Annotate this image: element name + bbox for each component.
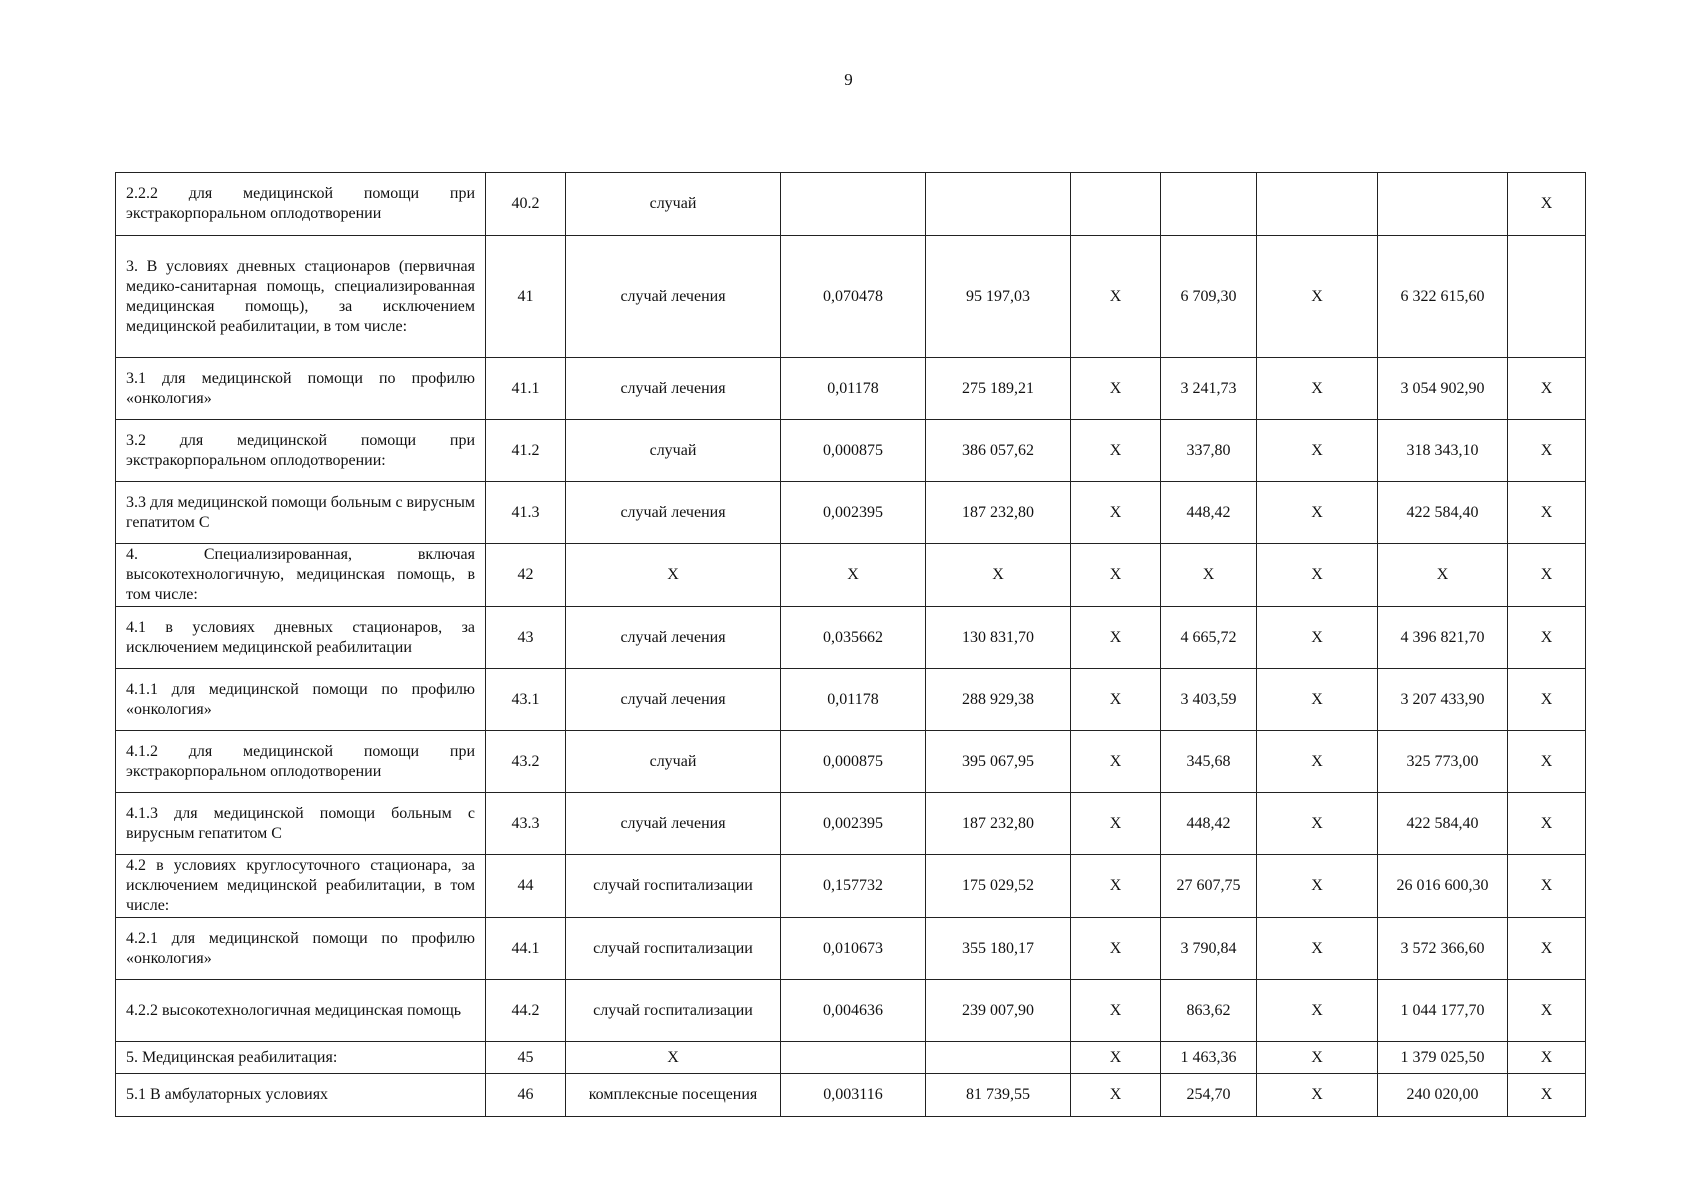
row-col10-value: X [1508,482,1586,544]
row-unit: комплексные посещения [566,1074,781,1117]
row-col8-value [1257,173,1378,236]
table-row [116,793,1586,855]
row-col9-value [1378,173,1508,236]
row-code: 44 [486,855,566,918]
row-col5-value: 386 057,62 [926,420,1071,482]
row-unit: случай [566,731,781,793]
row-col5-value: 288 929,38 [926,669,1071,731]
row-name: 3.3 для медицинской помощи больным с вирусным гепатитом С [116,482,486,544]
page-number: 9 [844,70,853,89]
table-row [116,980,1586,1042]
row-col5-value: 187 232,80 [926,793,1071,855]
row-col6-value: X [1071,980,1161,1042]
row-unit: случай лечения [566,482,781,544]
row-unit: случай госпитализации [566,918,781,980]
row-name: 3.1 для медицинской помощи по профилю «онкология» [116,358,486,420]
row-col9-value: 325 773,00 [1378,731,1508,793]
row-name: 5.1 В амбулаторных условиях [116,1074,486,1117]
row-col9-value: 318 343,10 [1378,420,1508,482]
row-col9-value: 6 322 615,60 [1378,236,1508,358]
row-col9-value: X [1378,544,1508,607]
row-code: 41.2 [486,420,566,482]
row-name: 4.1.1 для медицинской помощи по профилю «онкология» [116,669,486,731]
table-row [116,1042,1586,1074]
row-col5-value [926,1042,1071,1074]
row-code: 42 [486,544,566,607]
row-col6-value: X [1071,855,1161,918]
table-row [116,1074,1586,1117]
row-col10-value: X [1508,855,1586,918]
row-code: 43.3 [486,793,566,855]
row-col10-value: X [1508,980,1586,1042]
row-code: 43.2 [486,731,566,793]
row-col10-value: X [1508,731,1586,793]
row-col7-value: 3 790,84 [1161,918,1257,980]
row-col4-value: 0,002395 [781,482,926,544]
row-col7-value: 1 463,36 [1161,1042,1257,1074]
row-col9-value: 3 572 366,60 [1378,918,1508,980]
row-col4-value: 0,000875 [781,731,926,793]
row-col5-value: 130 831,70 [926,607,1071,669]
row-col8-value: X [1257,855,1378,918]
row-unit: случай госпитализации [566,855,781,918]
row-unit: случай лечения [566,669,781,731]
row-col9-value: 26 016 600,30 [1378,855,1508,918]
row-col5-value: 395 067,95 [926,731,1071,793]
row-col8-value: X [1257,918,1378,980]
row-col4-value: 0,004636 [781,980,926,1042]
row-col6-value: X [1071,358,1161,420]
table-row [116,482,1586,544]
row-col9-value: 1 379 025,50 [1378,1042,1508,1074]
table-row [116,855,1586,918]
row-col8-value: X [1257,731,1378,793]
row-col7-value: X [1161,544,1257,607]
row-name: 4.2.2 высокотехнологичная медицинская помощь [116,980,486,1042]
row-col9-value: 3 207 433,90 [1378,669,1508,731]
row-col8-value: X [1257,1042,1378,1074]
row-col8-value: X [1257,669,1378,731]
row-col5-value: 187 232,80 [926,482,1071,544]
row-col8-value: X [1257,793,1378,855]
row-col5-value: 239 007,90 [926,980,1071,1042]
row-col7-value: 4 665,72 [1161,607,1257,669]
row-col7-value: 337,80 [1161,420,1257,482]
row-unit: случай [566,173,781,236]
row-name: 4.1.2 для медицинской помощи при экстракорпоральном оплодотворении [116,731,486,793]
row-col5-value: 175 029,52 [926,855,1071,918]
row-name: 4. Специализированная, включая высокотехнологичную, медицинская помощь, в том числе: [116,544,486,607]
row-name: 4.2 в условиях круглосуточного стационара, за исключением медицинской реабилитации, в том числе: [116,855,486,918]
row-name: 4.2.1 для медицинской помощи по профилю «онкология» [116,918,486,980]
table-row [116,669,1586,731]
row-col6-value: X [1071,607,1161,669]
row-col10-value: X [1508,669,1586,731]
row-col4-value: 0,000875 [781,420,926,482]
row-name: 3. В условиях дневных стационаров (первичная медико-санитарная помощь, специализированная медицинская помощь), за исключением медицинской реабилитации, в том числе: [116,236,486,358]
row-col4-value: 0,010673 [781,918,926,980]
row-unit: случай лечения [566,358,781,420]
row-col9-value: 4 396 821,70 [1378,607,1508,669]
row-col9-value: 422 584,40 [1378,482,1508,544]
row-col8-value: X [1257,482,1378,544]
table-row [116,607,1586,669]
row-col8-value: X [1257,607,1378,669]
table-body [116,173,1586,1117]
row-col4-value: 0,157732 [781,855,926,918]
row-col6-value: X [1071,1074,1161,1117]
row-col7-value: 345,68 [1161,731,1257,793]
row-col10-value: X [1508,544,1586,607]
row-code: 44.2 [486,980,566,1042]
row-name: 2.2.2 для медицинской помощи при экстракорпоральном оплодотворении [116,173,486,236]
row-col4-value: X [781,544,926,607]
row-unit: X [566,1042,781,1074]
row-col10-value: X [1508,173,1586,236]
row-code: 40.2 [486,173,566,236]
row-col10-value: X [1508,918,1586,980]
row-col6-value: X [1071,482,1161,544]
row-code: 43 [486,607,566,669]
row-col8-value: X [1257,358,1378,420]
row-code: 41.3 [486,482,566,544]
row-col4-value [781,173,926,236]
row-col10-value [1508,236,1586,358]
row-col8-value: X [1257,980,1378,1042]
row-col10-value: X [1508,1042,1586,1074]
row-col7-value: 27 607,75 [1161,855,1257,918]
row-col7-value: 863,62 [1161,980,1257,1042]
row-col4-value: 0,003116 [781,1074,926,1117]
row-col6-value: X [1071,420,1161,482]
row-col7-value: 3 241,73 [1161,358,1257,420]
row-col8-value: X [1257,544,1378,607]
row-col10-value: X [1508,607,1586,669]
row-col7-value: 448,42 [1161,482,1257,544]
row-name: 3.2 для медицинской помощи при экстракорпоральном оплодотворении: [116,420,486,482]
row-unit: случай лечения [566,793,781,855]
row-unit: X [566,544,781,607]
row-col8-value: X [1257,420,1378,482]
row-col10-value: X [1508,793,1586,855]
row-code: 46 [486,1074,566,1117]
row-col6-value: X [1071,1042,1161,1074]
row-code: 41.1 [486,358,566,420]
table-row [116,358,1586,420]
row-col8-value: X [1257,236,1378,358]
row-code: 41 [486,236,566,358]
row-col5-value: 81 739,55 [926,1074,1071,1117]
row-col5-value: X [926,544,1071,607]
row-col7-value: 6 709,30 [1161,236,1257,358]
row-col4-value: 0,035662 [781,607,926,669]
row-unit: случай лечения [566,236,781,358]
row-col6-value: X [1071,236,1161,358]
table-row [116,544,1586,607]
row-col9-value: 1 044 177,70 [1378,980,1508,1042]
row-col4-value [781,1042,926,1074]
row-col10-value: X [1508,358,1586,420]
row-col7-value: 254,70 [1161,1074,1257,1117]
row-col4-value: 0,01178 [781,669,926,731]
row-col5-value: 275 189,21 [926,358,1071,420]
row-unit: случай лечения [566,607,781,669]
row-col8-value: X [1257,1074,1378,1117]
row-col9-value: 422 584,40 [1378,793,1508,855]
row-col6-value: X [1071,669,1161,731]
row-col9-value: 240 020,00 [1378,1074,1508,1117]
table-row [116,918,1586,980]
row-col4-value: 0,002395 [781,793,926,855]
table-row [116,420,1586,482]
row-code: 43.1 [486,669,566,731]
row-col7-value: 3 403,59 [1161,669,1257,731]
row-col4-value: 0,01178 [781,358,926,420]
row-name: 4.1.3 для медицинской помощи больным с вирусным гепатитом С [116,793,486,855]
cost-norms-table [115,172,1586,1117]
row-col6-value: X [1071,793,1161,855]
row-col4-value: 0,070478 [781,236,926,358]
row-unit: случай госпитализации [566,980,781,1042]
row-col6-value: X [1071,731,1161,793]
row-name: 5. Медицинская реабилитация: [116,1042,486,1074]
row-name: 4.1 в условиях дневных стационаров, за исключением медицинской реабилитации [116,607,486,669]
row-col10-value: X [1508,420,1586,482]
table-row [116,236,1586,358]
row-code: 44.1 [486,918,566,980]
row-col7-value [1161,173,1257,236]
row-code: 45 [486,1042,566,1074]
row-col6-value: X [1071,544,1161,607]
row-col7-value: 448,42 [1161,793,1257,855]
row-col6-value: X [1071,918,1161,980]
row-col5-value: 95 197,03 [926,236,1071,358]
row-col9-value: 3 054 902,90 [1378,358,1508,420]
row-col5-value: 355 180,17 [926,918,1071,980]
table-row [116,731,1586,793]
row-col6-value [1071,173,1161,236]
row-unit: случай [566,420,781,482]
row-col5-value [926,173,1071,236]
row-col10-value: X [1508,1074,1586,1117]
table-row [116,173,1586,236]
